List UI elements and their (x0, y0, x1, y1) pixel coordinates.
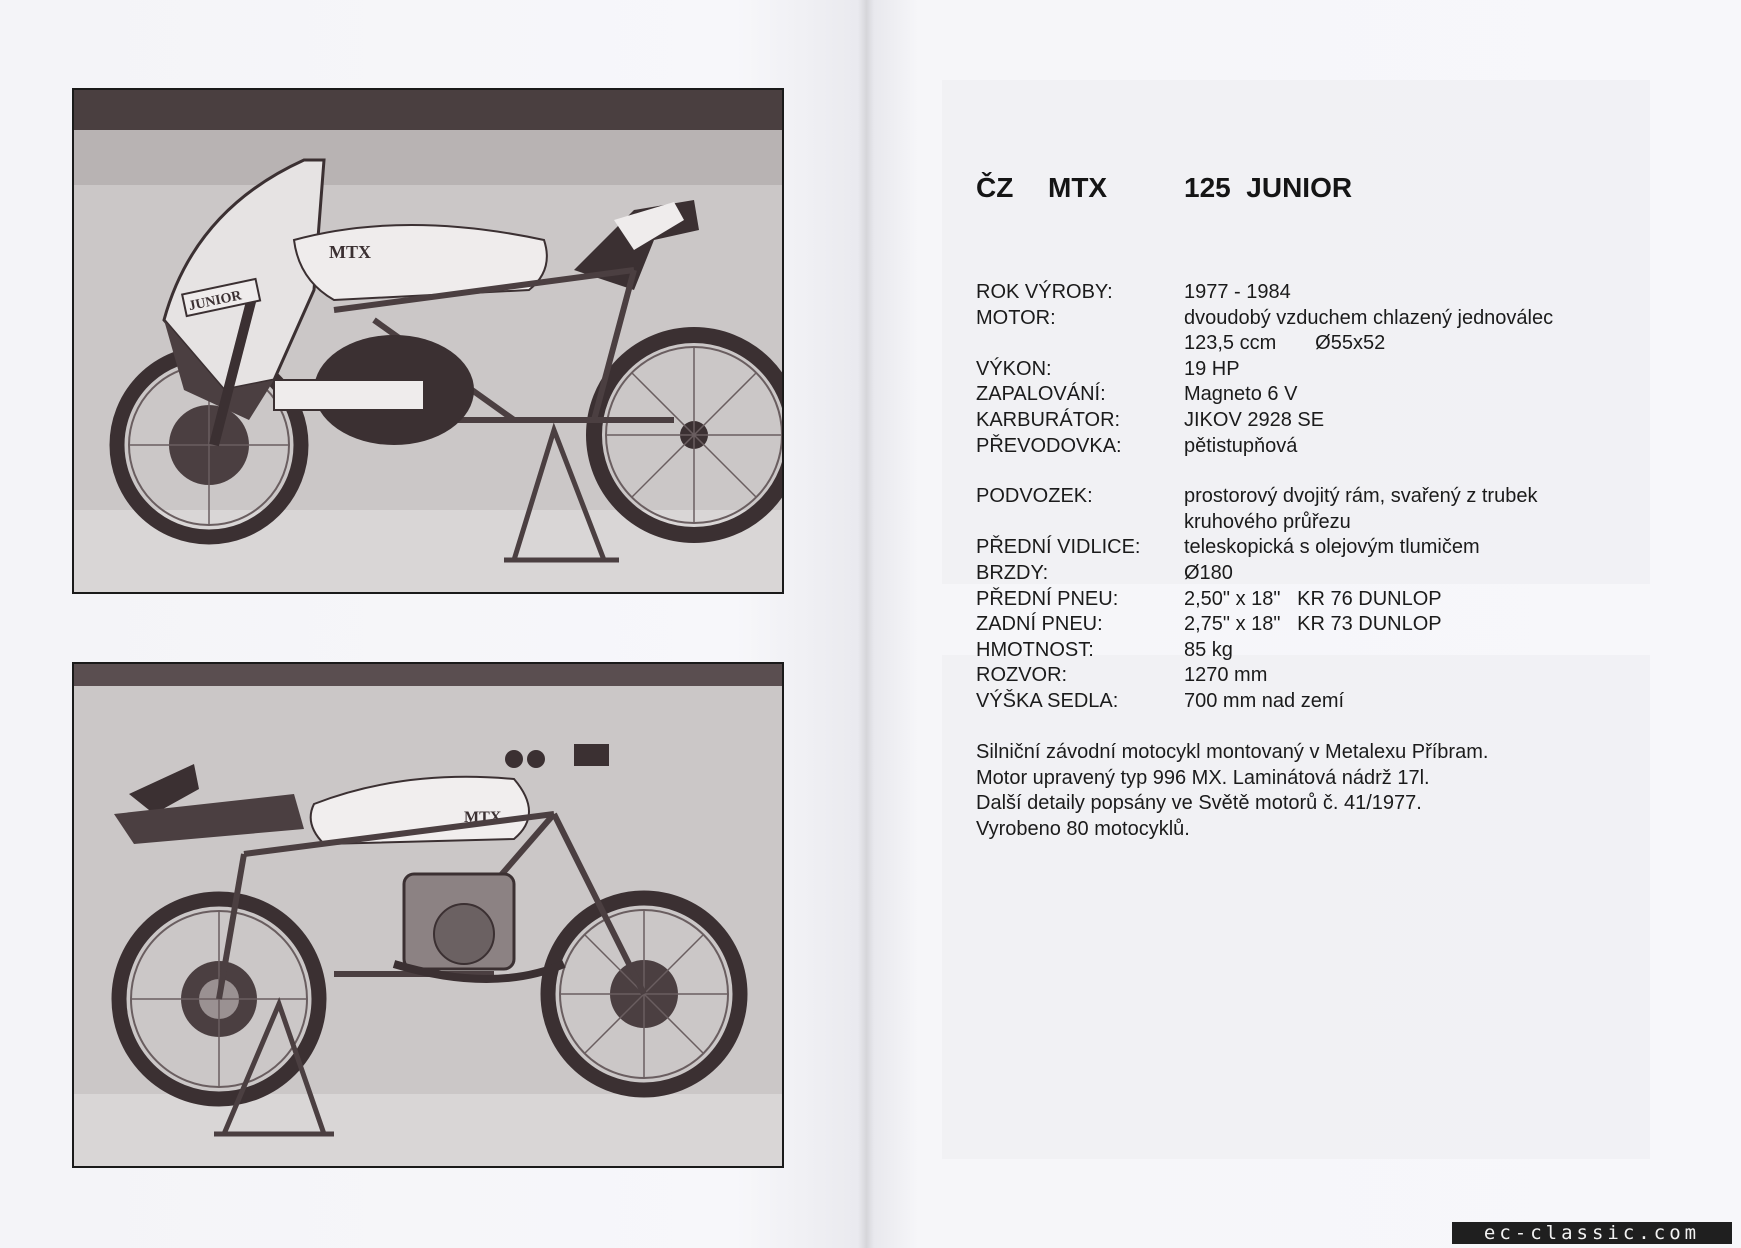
spec-row (976, 434, 1616, 460)
spec-row (976, 638, 1616, 664)
spec-row (976, 484, 1616, 535)
spec-row (976, 280, 1616, 306)
left-page (0, 0, 866, 1248)
spec-gap (976, 459, 1616, 484)
watermark: ec-classic.com (1452, 1222, 1732, 1244)
description-line: Silniční závodní motocykl montovaný v Metalexu Příbram. (976, 741, 1489, 763)
spec-value: 700 mm nad zemí (1184, 689, 1345, 712)
spec-row (976, 663, 1616, 689)
spec-value: dvoudobý vzduchem chlazený jednoválec (1184, 306, 1554, 329)
spec-row (976, 587, 1616, 613)
spec-value: JIKOV 2928 SE (1184, 408, 1325, 431)
spec-value: 2,50" x 18" KR 76 DUNLOP (1184, 587, 1442, 610)
book-gutter (858, 0, 874, 1248)
spec-value: 1270 mm (1184, 664, 1268, 687)
spec-label: MOTOR: (976, 306, 1056, 329)
spec-label: PŘEVODOVKA: (976, 434, 1122, 457)
spec-label: ROK VÝROBY: (976, 281, 1113, 303)
spec-row (976, 612, 1616, 638)
spec-label: PŘEDNÍ VIDLICE: (976, 536, 1141, 559)
spec-value: prostorový dvojitý rám, svařený z trubek (1184, 485, 1538, 508)
spec-label: KARBURÁTOR: (976, 408, 1121, 431)
spec-value: 1977 - 1984 (1184, 281, 1291, 303)
spec-value-extra: 123,5 ccm Ø55x52 (1184, 332, 1386, 355)
spec-label: VÝŠKA SEDLA: (976, 689, 1119, 712)
spec-label: BRZDY: (976, 561, 1049, 584)
spec-row (976, 357, 1616, 383)
spec-label: ROZVOR: (976, 664, 1068, 687)
spec-row (976, 382, 1616, 408)
spec-list (976, 280, 1616, 715)
spec-label: PŘEDNÍ PNEU: (976, 587, 1119, 610)
spec-label: ZAPALOVÁNÍ: (976, 383, 1106, 406)
title-model-prefix: MTX (1048, 172, 1108, 203)
spec-row (976, 689, 1616, 715)
spec-row (976, 306, 1616, 357)
fairing-label: JUNIOR (187, 288, 243, 315)
tank-label: MTX (329, 242, 371, 262)
spec-value: teleskopická s olejovým tlumičem (1184, 536, 1480, 559)
spec-row (976, 408, 1616, 434)
spec-value: Ø180 (1184, 561, 1233, 584)
spec-value: 19 HP (1184, 357, 1240, 380)
description-line: Další detaily popsány ve Světě motorů č. 41/1977. (976, 792, 1422, 815)
spec-row (976, 535, 1616, 561)
spec-row (976, 561, 1616, 587)
description-line: Vyrobeno 80 motocyklů. (976, 817, 1190, 840)
spec-value: Magneto 6 V (1184, 383, 1298, 406)
spec-value: pětistupňová (1184, 434, 1298, 457)
spec-label: ZADNÍ PNEU: (976, 613, 1103, 636)
spec-value: 85 kg (1184, 638, 1233, 661)
motorcycle-photo-left-side (72, 662, 784, 1168)
spec-value-extra: kruhového průřezu (1184, 510, 1351, 533)
tank-label: MTX (464, 809, 502, 826)
spec-label: PODVOZEK: (976, 485, 1093, 508)
title-model-name: 125 JUNIOR (1184, 172, 1353, 203)
show-through-photo (942, 655, 1650, 1159)
description-line: Motor upravený typ 996 MX. Laminátová nádrž 17l. (976, 766, 1430, 789)
title-brand: ČZ (976, 172, 1014, 203)
description-paragraph (976, 740, 1596, 842)
motorcycle-photo-right-side (72, 88, 784, 594)
spec-value: 2,75" x 18" KR 73 DUNLOP (1184, 613, 1442, 636)
spec-label: HMOTNOST: (976, 638, 1094, 661)
spec-label: VÝKON: (976, 357, 1052, 380)
